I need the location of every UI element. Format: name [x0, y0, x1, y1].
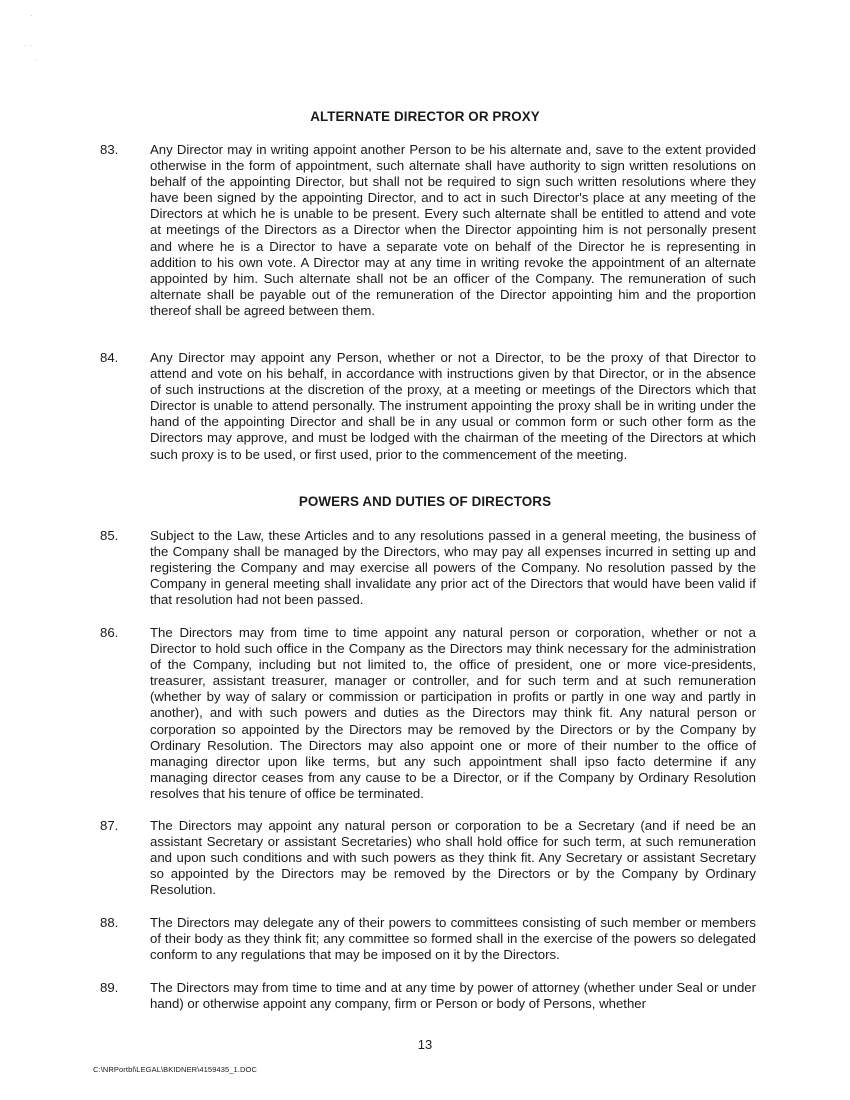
paragraph-number: 83. — [100, 142, 119, 157]
document-path: C:\NRPortbl\LEGAL\BKIDNER\4159435_1.DOC — [93, 1065, 257, 1074]
section-heading-powers: POWERS AND DUTIES OF DIRECTORS — [298, 494, 552, 509]
paragraph-86 — [100, 625, 760, 802]
paragraph-number: 86. — [100, 625, 119, 640]
paragraph-83 — [100, 142, 760, 319]
scan-speck: · — [30, 10, 33, 20]
section-heading-alternate: ALTERNATE DIRECTOR OR PROXY — [310, 109, 540, 124]
paragraph-84 — [100, 350, 760, 463]
paragraph-88 — [100, 915, 760, 963]
paragraph-text: The Directors may from time to time and at any time by power of attorney (whether under Seal or under hand) or otherwise appoint any company, firm or Person or body of Persons, whether — [150, 980, 756, 1012]
paragraph-number: 84. — [100, 350, 119, 365]
paragraph-text: The Directors may appoint any natural person or corporation to be a Secretary (and if need be an assistant Secretary or assistant Secretaries) who shall hold office for such term, at such remuneration and upon such conditions and with such powers as they think fit. Any Secretary or assistant Secretary so appointed by the Directors may be removed by the Directors or by the Company by Ordinary Resolution. — [150, 818, 756, 898]
scan-speck: · · — [24, 40, 33, 50]
paragraph-number: 88. — [100, 915, 119, 930]
paragraph-85 — [100, 528, 760, 608]
scan-speck: · — [34, 55, 37, 65]
paragraph-text: Any Director may appoint any Person, whether or not a Director, to be the proxy of that Director to attend and vote on his behalf, in accordance with instructions given by that Director, or in the absence of such instructions at the discretion of the proxy, at a meeting or meetings of the Directors which that Director is unable to attend personally. The instrument appointing the proxy shall be in writing under the hand of the appointing Director and shall be in any usual or common form or such other form as the Directors may approve, and must be lodged with the chairman of the meeting of the Directors at which such proxy is to be used, or first used, prior to the commencement of the meeting. — [150, 350, 756, 462]
paragraph-text: The Directors may from time to time appoint any natural person or corporation, whether or not a Director to hold such office in the Company as the Directors may think necessary for the administration of the Company, including but not limited to, the office of president, one or more vice-presidents, treasurer, assistant treasurer, manager or controller, and for such term and at such remuneration (whether by way of salary or commission or participation in profits or partly in one way and partly in another), and with such powers and duties as the Directors may think fit. Any natural person or corporation so appointed by the Directors may be removed by the Directors or by the Company by Ordinary Resolution. The Directors may also appoint one or more of their number to the office of managing director upon like terms, but any such appointment shall ipso facto determine if any managing director ceases from any cause to be a Director, or if the Company by Ordinary Resolution resolves that his tenure of office be terminated. — [150, 625, 756, 801]
paragraph-number: 87. — [100, 818, 119, 833]
paragraph-text: The Directors may delegate any of their powers to committees consisting of such member or members of their body as they think fit; any committee so formed shall in the exercise of the powers so delegated conform to any regulations that may be imposed on it by the Directors. — [150, 915, 756, 963]
paragraph-89 — [100, 980, 760, 1012]
paragraph-text: Subject to the Law, these Articles and to any resolutions passed in a general meeting, the business of the Company shall be managed by the Directors, who may pay all expenses incurred in setting up and registering the Company and may exercise all powers of the Company. No resolution passed by the Company in general meeting shall invalidate any prior act of the Directors that would have been valid if that resolution had not been passed. — [150, 528, 756, 608]
paragraph-number: 85. — [100, 528, 119, 543]
page-number: 13 — [417, 1037, 433, 1052]
paragraph-text: Any Director may in writing appoint another Person to be his alternate and, save to the extent provided otherwise in the form of appointment, such alternate shall have authority to sign written resolutions on behalf of the appointing Director, but shall not be required to sign such written resolutions where they have been signed by the appointing Director, and to act in such Director's place at any meeting of the Directors at which he is unable to be present. Every such alternate shall be entitled to attend and vote at meetings of the Directors as a Director when the Director appointing him is not personally present and where he is a Director to have a separate vote on behalf of the Director he is representing in addition to his own vote. A Director may at any time in writing revoke the appointment of an alternate appointed by him. Such alternate shall not be an officer of the Company. The remuneration of such alternate shall be payable out of the remuneration of the Director appointing him and the proportion thereof shall be agreed between them. — [150, 142, 756, 318]
paragraph-number: 89. — [100, 980, 119, 995]
paragraph-87 — [100, 818, 760, 898]
